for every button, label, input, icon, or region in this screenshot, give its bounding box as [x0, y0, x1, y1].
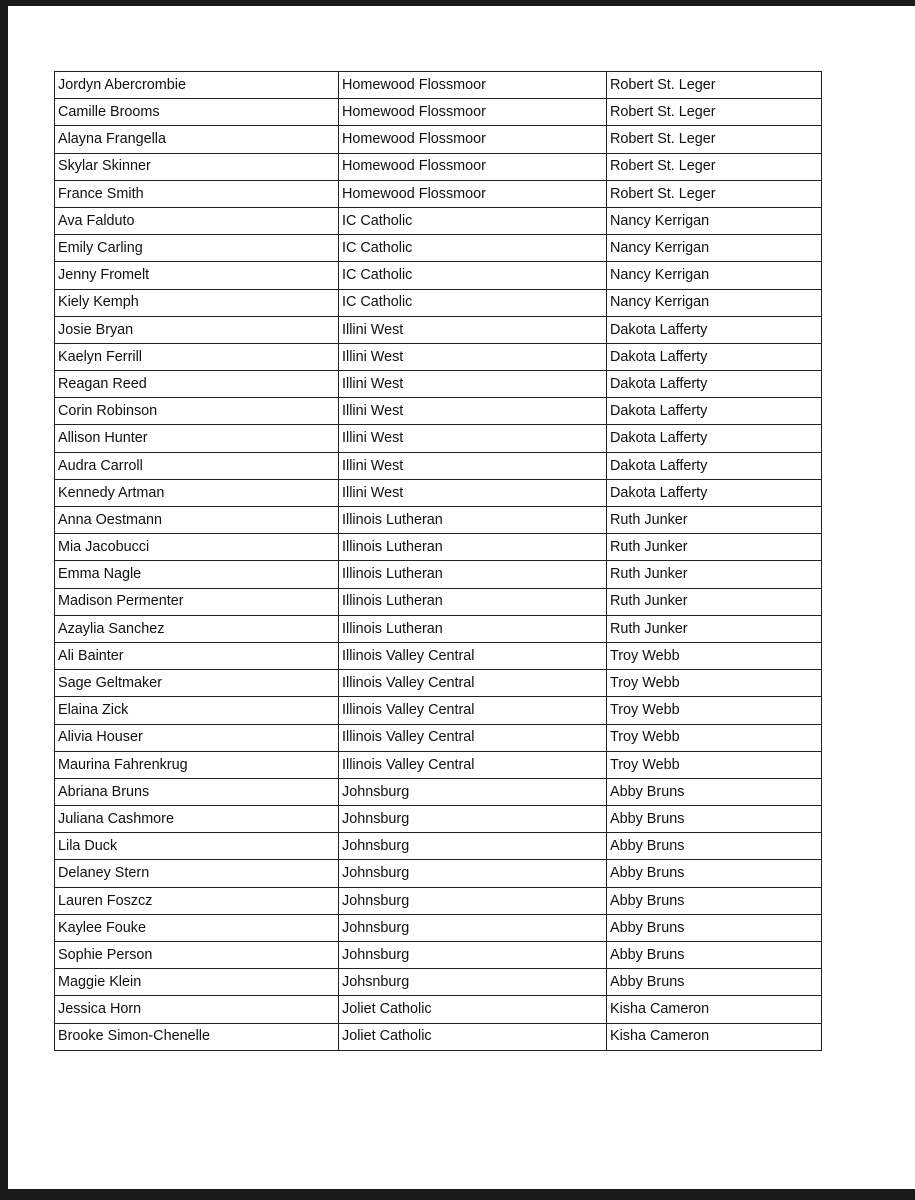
athlete-name-cell: Reagan Reed	[55, 371, 339, 398]
coach-cell: Dakota Lafferty	[607, 398, 822, 425]
coach-cell: Abby Bruns	[607, 914, 822, 941]
coach-cell: Abby Bruns	[607, 887, 822, 914]
table-row	[55, 207, 822, 234]
athlete-name-cell: Madison Permenter	[55, 588, 339, 615]
athlete-name-cell: Kaylee Fouke	[55, 914, 339, 941]
coach-cell: Kisha Cameron	[607, 996, 822, 1023]
athlete-name-cell: Maurina Fahrenkrug	[55, 751, 339, 778]
coach-cell: Robert St. Leger	[607, 126, 822, 153]
table-row	[55, 99, 822, 126]
table-row	[55, 126, 822, 153]
school-cell: Illinois Lutheran	[339, 588, 607, 615]
coach-cell: Dakota Lafferty	[607, 479, 822, 506]
table-row	[55, 914, 822, 941]
table-row	[55, 262, 822, 289]
athlete-name-cell: Allison Hunter	[55, 425, 339, 452]
athlete-name-cell: France Smith	[55, 180, 339, 207]
table-row	[55, 778, 822, 805]
school-cell: Illinois Valley Central	[339, 724, 607, 751]
coach-cell: Abby Bruns	[607, 942, 822, 969]
table-row	[55, 1023, 822, 1050]
table-row	[55, 180, 822, 207]
coach-cell: Kisha Cameron	[607, 1023, 822, 1050]
athlete-name-cell: Kaelyn Ferrill	[55, 343, 339, 370]
coach-cell: Robert St. Leger	[607, 99, 822, 126]
athlete-name-cell: Corin Robinson	[55, 398, 339, 425]
table-row	[55, 751, 822, 778]
athlete-name-cell: Jordyn Abercrombie	[55, 72, 339, 99]
athlete-name-cell: Mia Jacobucci	[55, 534, 339, 561]
table-row	[55, 398, 822, 425]
school-cell: Illinois Valley Central	[339, 642, 607, 669]
coach-cell: Abby Bruns	[607, 833, 822, 860]
roster-table-body	[55, 72, 822, 1051]
coach-cell: Ruth Junker	[607, 534, 822, 561]
table-row	[55, 235, 822, 262]
table-row	[55, 860, 822, 887]
athlete-name-cell: Delaney Stern	[55, 860, 339, 887]
athlete-name-cell: Ali Bainter	[55, 642, 339, 669]
coach-cell: Dakota Lafferty	[607, 452, 822, 479]
athlete-name-cell: Audra Carroll	[55, 452, 339, 479]
coach-cell: Ruth Junker	[607, 588, 822, 615]
coach-cell: Robert St. Leger	[607, 72, 822, 99]
school-cell: Illinois Lutheran	[339, 561, 607, 588]
coach-cell: Abby Bruns	[607, 860, 822, 887]
table-row	[55, 670, 822, 697]
table-row	[55, 833, 822, 860]
athlete-name-cell: Sage Geltmaker	[55, 670, 339, 697]
school-cell: Homewood Flossmoor	[339, 99, 607, 126]
coach-cell: Robert St. Leger	[607, 180, 822, 207]
coach-cell: Abby Bruns	[607, 969, 822, 996]
coach-cell: Troy Webb	[607, 751, 822, 778]
school-cell: Illinois Valley Central	[339, 697, 607, 724]
coach-cell: Ruth Junker	[607, 507, 822, 534]
coach-cell: Dakota Lafferty	[607, 425, 822, 452]
school-cell: IC Catholic	[339, 289, 607, 316]
athlete-name-cell: Jessica Horn	[55, 996, 339, 1023]
table-row	[55, 724, 822, 751]
coach-cell: Nancy Kerrigan	[607, 235, 822, 262]
athlete-name-cell: Emily Carling	[55, 235, 339, 262]
coach-cell: Troy Webb	[607, 642, 822, 669]
table-row	[55, 887, 822, 914]
school-cell: Johsnburg	[339, 969, 607, 996]
athlete-name-cell: Juliana Cashmore	[55, 806, 339, 833]
coach-cell: Robert St. Leger	[607, 153, 822, 180]
athlete-name-cell: Jenny Fromelt	[55, 262, 339, 289]
athlete-name-cell: Emma Nagle	[55, 561, 339, 588]
school-cell: Illini West	[339, 398, 607, 425]
school-cell: Joliet Catholic	[339, 996, 607, 1023]
coach-cell: Troy Webb	[607, 670, 822, 697]
table-row	[55, 942, 822, 969]
roster-table	[54, 71, 822, 1051]
school-cell: Illini West	[339, 343, 607, 370]
table-row	[55, 561, 822, 588]
school-cell: Illini West	[339, 452, 607, 479]
athlete-name-cell: Anna Oestmann	[55, 507, 339, 534]
coach-cell: Dakota Lafferty	[607, 316, 822, 343]
coach-cell: Ruth Junker	[607, 615, 822, 642]
school-cell: Johnsburg	[339, 806, 607, 833]
table-row	[55, 72, 822, 99]
table-row	[55, 153, 822, 180]
school-cell: Johnsburg	[339, 914, 607, 941]
school-cell: IC Catholic	[339, 207, 607, 234]
athlete-name-cell: Josie Bryan	[55, 316, 339, 343]
athlete-name-cell: Lauren Foszcz	[55, 887, 339, 914]
school-cell: Homewood Flossmoor	[339, 72, 607, 99]
athlete-name-cell: Kennedy Artman	[55, 479, 339, 506]
school-cell: Johnsburg	[339, 860, 607, 887]
table-row	[55, 969, 822, 996]
athlete-name-cell: Maggie Klein	[55, 969, 339, 996]
school-cell: Joliet Catholic	[339, 1023, 607, 1050]
athlete-name-cell: Abriana Bruns	[55, 778, 339, 805]
athlete-name-cell: Alayna Frangella	[55, 126, 339, 153]
school-cell: Johnsburg	[339, 887, 607, 914]
table-row	[55, 452, 822, 479]
table-row	[55, 588, 822, 615]
athlete-name-cell: Kiely Kemph	[55, 289, 339, 316]
athlete-name-cell: Skylar Skinner	[55, 153, 339, 180]
athlete-name-cell: Brooke Simon-Chenelle	[55, 1023, 339, 1050]
table-row	[55, 615, 822, 642]
coach-cell: Troy Webb	[607, 697, 822, 724]
school-cell: Homewood Flossmoor	[339, 153, 607, 180]
school-cell: Illinois Lutheran	[339, 507, 607, 534]
coach-cell: Nancy Kerrigan	[607, 289, 822, 316]
school-cell: Johnsburg	[339, 942, 607, 969]
coach-cell: Abby Bruns	[607, 806, 822, 833]
table-row	[55, 343, 822, 370]
school-cell: Illinois Valley Central	[339, 751, 607, 778]
table-row	[55, 371, 822, 398]
coach-cell: Dakota Lafferty	[607, 371, 822, 398]
table-row	[55, 642, 822, 669]
school-cell: IC Catholic	[339, 235, 607, 262]
table-row	[55, 996, 822, 1023]
school-cell: Illinois Lutheran	[339, 534, 607, 561]
athlete-name-cell: Sophie Person	[55, 942, 339, 969]
athlete-name-cell: Elaina Zick	[55, 697, 339, 724]
school-cell: Illinois Valley Central	[339, 670, 607, 697]
athlete-name-cell: Azaylia Sanchez	[55, 615, 339, 642]
table-row	[55, 479, 822, 506]
document-page	[8, 6, 915, 1189]
coach-cell: Abby Bruns	[607, 778, 822, 805]
school-cell: Illinois Lutheran	[339, 615, 607, 642]
coach-cell: Ruth Junker	[607, 561, 822, 588]
table-row	[55, 806, 822, 833]
school-cell: Homewood Flossmoor	[339, 126, 607, 153]
coach-cell: Nancy Kerrigan	[607, 262, 822, 289]
school-cell: Johnsburg	[339, 833, 607, 860]
table-row	[55, 507, 822, 534]
coach-cell: Nancy Kerrigan	[607, 207, 822, 234]
school-cell: Homewood Flossmoor	[339, 180, 607, 207]
table-row	[55, 316, 822, 343]
school-cell: Illini West	[339, 316, 607, 343]
school-cell: Illini West	[339, 425, 607, 452]
athlete-name-cell: Lila Duck	[55, 833, 339, 860]
coach-cell: Dakota Lafferty	[607, 343, 822, 370]
school-cell: Johnsburg	[339, 778, 607, 805]
school-cell: Illini West	[339, 479, 607, 506]
table-row	[55, 289, 822, 316]
school-cell: Illini West	[339, 371, 607, 398]
school-cell: IC Catholic	[339, 262, 607, 289]
table-row	[55, 425, 822, 452]
athlete-name-cell: Camille Brooms	[55, 99, 339, 126]
coach-cell: Troy Webb	[607, 724, 822, 751]
athlete-name-cell: Alivia Houser	[55, 724, 339, 751]
table-row	[55, 697, 822, 724]
table-row	[55, 534, 822, 561]
athlete-name-cell: Ava Falduto	[55, 207, 339, 234]
